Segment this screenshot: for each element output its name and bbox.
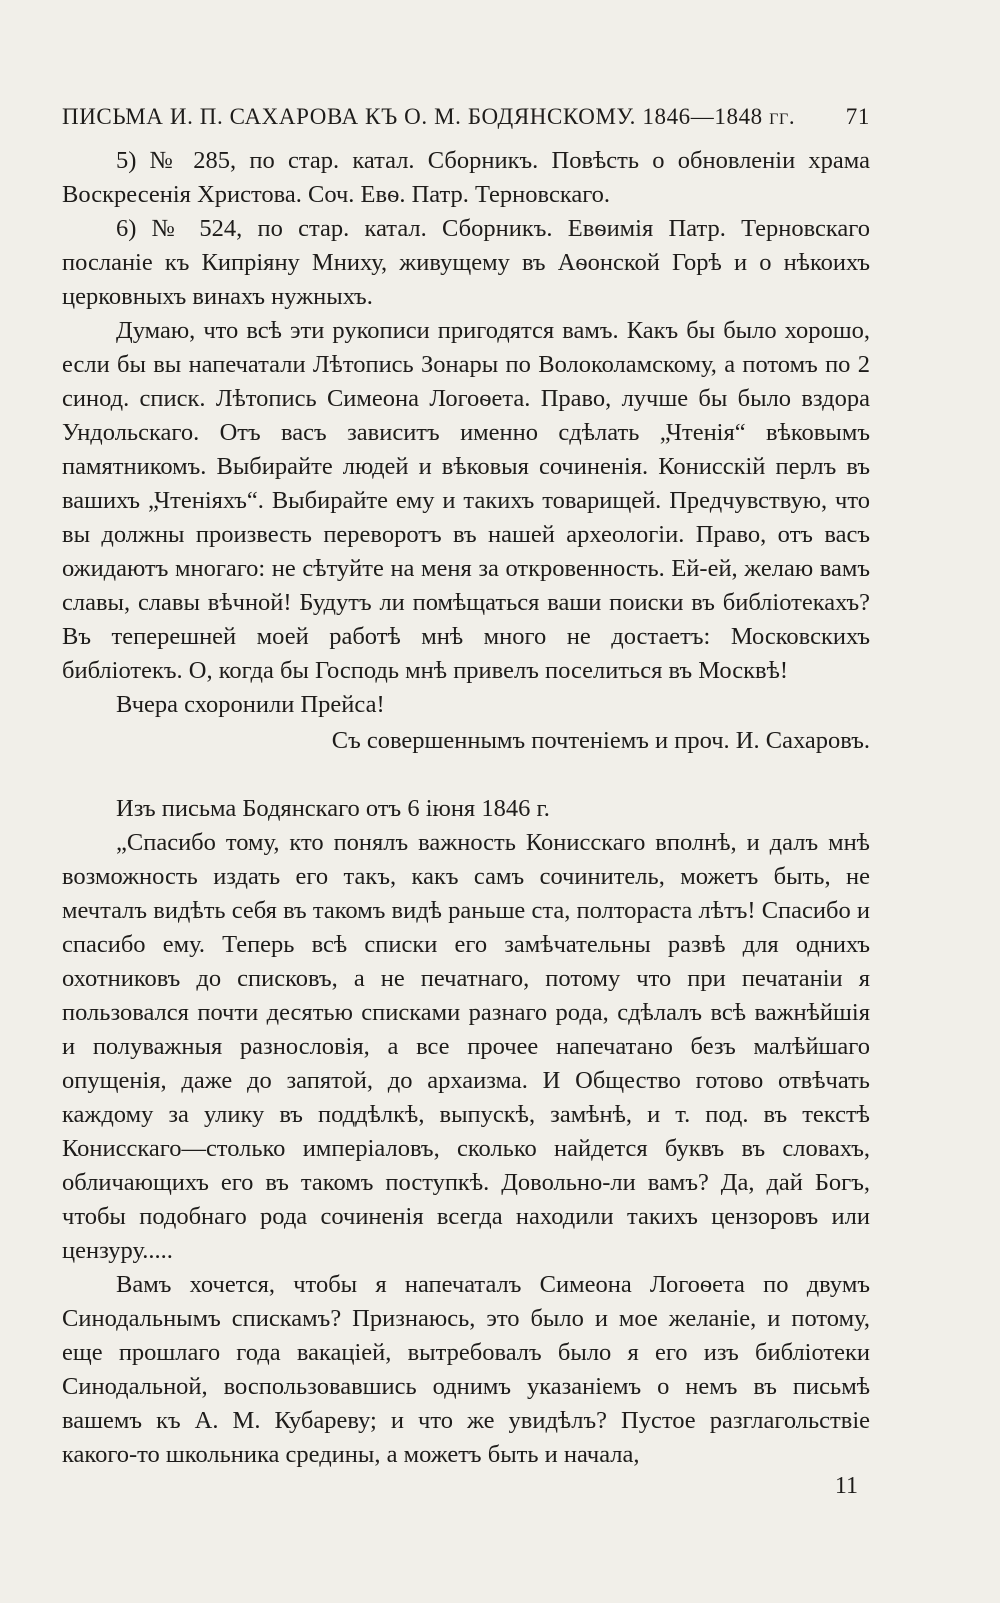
body-text [62, 144, 870, 1472]
paragraph-item-5: 5) № 285, по стар. катал. Сборникъ. Повѣсть о обновленіи храма Воскресенія Христова. Соч. Евѳ. Патр. Терновскаго. [62, 147, 870, 208]
letter-signature: Съ совершеннымъ почтеніемъ и проч. И. Сахаровъ. [331, 727, 870, 754]
excerpt-paragraph-1: „Спасибо тому, кто понялъ важность Конисскаго вполнѣ, и далъ мнѣ возможность издать его такъ, какъ самъ сочинитель, можетъ быть, не мечталъ видѣть себя въ такомъ видѣ раньше ста, полтораста лѣтъ! Спасибо и спасибо ему. Теперь всѣ списки его замѣчательны развѣ для однихъ охотниковъ до списковъ, а не печатнаго, потому что при печатаніи я пользовался почти десятью списками разнаго рода, сдѣлалъ всѣ важнѣйшія и полуважныя разнословія, а все прочее напечатано безъ малѣйшаго опущенія, даже до запятой, до архаизма. И Общество готово отвѣчать каждому за улику въ поддѣлкѣ, выпускѣ, замѣнѣ, и т. под. въ текстѣ Конисскаго—столько имперіаловъ, сколько найдется буквъ въ словахъ, обличающихъ его въ такомъ поступкѣ. Довольно-ли вамъ? Да, дай Богъ, чтобы подобнаго рода сочиненія всегда находили такихъ цензоровъ или цензуру..... [62, 829, 870, 1264]
excerpt-heading: Изъ письма Бодянскаго отъ 6 іюня 1846 г. [116, 795, 550, 822]
excerpt-paragraph-2: Вамъ хочется, чтобы я напечаталъ Симеона Логоѳета по двумъ Синодальнымъ спискамъ? Признаюсь, это было и мое желаніе, и потому, еще прошлаго года вакаціей, вытребовалъ было я его изъ библіотеки Синодальной, воспользовавшись однимъ указаніемъ о немъ въ письмѣ вашемъ къ А. М. Кубареву; и что же увидѣлъ? Пустое разглагольствіе какого-то школьника средины, а можетъ быть и начала, [62, 1271, 870, 1468]
page-number: 71 [845, 104, 870, 129]
running-head [62, 104, 870, 130]
paragraph-preis: Вчера схоронили Прейса! [116, 691, 385, 718]
printer-signature-mark: 11 [834, 1473, 858, 1499]
paragraph-letter-body: Думаю, что всѣ эти рукописи пригодятся вамъ. Какъ бы было хорошо, если бы вы напечатали Лѣтопись Зонары по Волоколамскому, а потомъ по 2 синод. списк. Лѣтопись Симеона Логоѳета. Право, лучше бы было вздора Ундольскаго. Отъ васъ зависитъ именно сдѣлать „Чтенія“ вѣковымъ памятникомъ. Выбирайте людей и вѣковыя сочиненія. Конисскій перлъ въ вашихъ „Чтеніяхъ“. Выбирайте ему и такихъ товарищей. Предчувствую, что вы должны произвесть переворотъ въ нашей археологіи. Право, отъ васъ ожидаютъ многаго: не сѣтуйте на меня за откровенность. Ей-ей, желаю вамъ славы, славы вѣчной! Будутъ ли помѣщаться ваши поиски въ библіотекахъ? Въ теперешней моей работѣ мнѣ много не достаетъ: Московскихъ библіотекъ. О, когда бы Господь мнѣ привелъ поселиться въ Москвѣ! [62, 317, 870, 684]
paragraph-item-6: 6) № 524, по стар. катал. Сборникъ. Евѳимія Патр. Терновскаго посланіе къ Кипріяну Мниху, живущему въ Аѳонской Горѣ и о нѣкоихъ церковныхъ винахъ нужныхъ. [62, 215, 870, 310]
running-head-title: ПИСЬМА И. П. САХАРОВА КЪ О. М. БОДЯНСКОМУ. 1846—1848 гг. [62, 104, 796, 129]
